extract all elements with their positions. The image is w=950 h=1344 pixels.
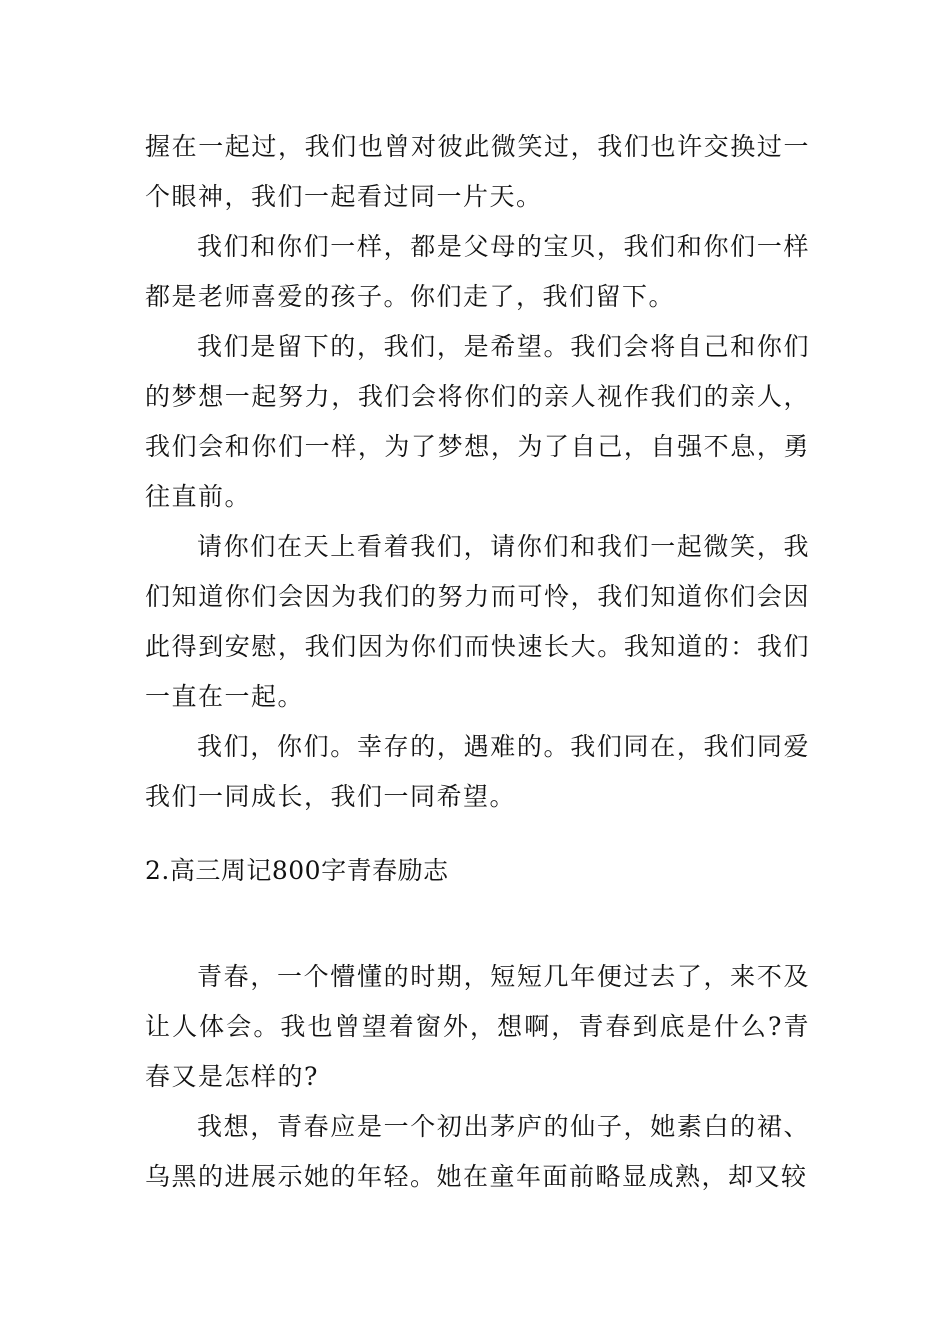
paragraph: 请你们在天上看着我们，请你们和我们一起微笑，我们知道你们会因为我们的努力而可怜，我们知道你们会因此得到安慰，我们因为你们而快速长大。我知道的：我们一直在一起。 bbox=[145, 532, 810, 711]
paragraph: 我们和你们一样，都是父母的宝贝，我们和你们一样都是老师喜爱的孩子。你们走了，我们留下。 bbox=[145, 232, 810, 311]
section-heading: 2.高三周记800字青春励志 bbox=[145, 856, 449, 885]
paragraph-continued: 握在一起过，我们也曾对彼此微笑过，我们也许交换过一个眼神，我们一起看过同一片天。 bbox=[145, 132, 810, 211]
paragraph: 青春，一个懵懂的时期，短短几年便过去了，来不及让人体会。我也曾望着窗外，想啊，青春到底是什么?青春又是怎样的? bbox=[145, 962, 810, 1091]
document-page bbox=[145, 122, 810, 1202]
paragraph: 我们是留下的，我们，是希望。我们会将自己和你们的梦想一起努力，我们会将你们的亲人视作我们的亲人，我们会和你们一样，为了梦想，为了自己，自强不息，勇往直前。 bbox=[145, 332, 810, 511]
spacer bbox=[145, 896, 810, 952]
paragraph: 我想，青春应是一个初出茅庐的仙子，她素白的裙、乌黑的进展示她的年轻。她在童年面前略显成熟，却又较 bbox=[145, 1112, 810, 1191]
paragraph: 我们，你们。幸存的，遇难的。我们同在，我们同爱我们一同成长，我们一同希望。 bbox=[145, 732, 810, 811]
